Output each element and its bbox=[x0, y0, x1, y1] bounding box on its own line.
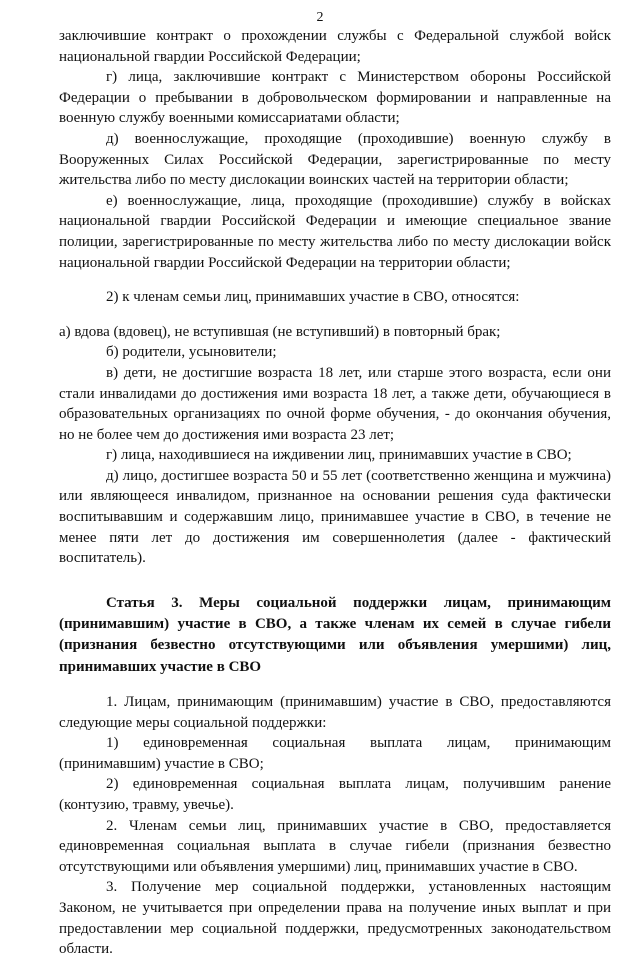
spacer bbox=[59, 569, 611, 583]
list-item-a-widow: а) вдова (вдовец), не вступившая (не вступивший) в повторный брак; bbox=[59, 323, 501, 340]
clause-2: 2. Членам семьи лиц, принимавших участие в СВО, предоставляется единовременная социальная выплата в случае гибели (признания безвестно отсутствующими или объявления умершими) лиц, принимавших участие в СВО. bbox=[59, 817, 611, 875]
list-item-d-guardian: д) лицо, достигшее возраста 50 и 55 лет (соответственно женщина и мужчина) или являющееся инвалидом, признанное на основании решения суда фактически воспитывавшим и содержавшим лицо, принимавшее участие в СВО, в течение не менее пяти лет до достижения им совершеннолетия (далее - фактический воспитатель). bbox=[59, 467, 611, 567]
clause-1-item-2: 2) единовременная социальная выплата лицам, получившим ранение (контузию, травму, увечье). bbox=[59, 776, 611, 813]
spacer bbox=[59, 308, 611, 322]
list-item-d-armed-forces: д) военнослужащие, проходящие (проходившие) военную службу в Вооруженных Силах Российской Федерации, зарегистрированные по месту жительства либо по месту дислокации воинских частей на территории области; bbox=[59, 130, 611, 189]
list-item-v-children: в) дети, не достигшие возраста 18 лет, или старше этого возраста, если они стали инвалидами до достижения ими возраста 18 лет, а также дети, обучающиеся в образовательных организациях по очной форме обучения, - до окончания обучения, но не более чем до достижения ими возраста 23 лет; bbox=[59, 364, 611, 443]
article-3-heading: Статья 3. Меры социальной поддержки лицам, принимающим (принимавшим) участие в СВО, а также членам их семей в случае гибели (признания безвестно отсутствующими или объявления умершими) лиц, принимавших участие в СВО bbox=[59, 594, 611, 675]
spacer bbox=[59, 273, 611, 287]
spacer bbox=[59, 678, 611, 692]
list-item-b-parents: б) родители, усыновители; bbox=[106, 344, 277, 361]
paragraph-continuation: заключившие контракт о прохождении службы с Федеральной службой войск национальной гвардии Российской Федерации; bbox=[59, 28, 611, 65]
list-item-g-ministry-contract: г) лица, заключившие контракт с Министерством обороны Российской Федерации о пребывании в добровольческом формировании и направленные на военную службу военными комиссариатами области; bbox=[59, 69, 611, 127]
family-members-intro: 2) к членам семьи лиц, принимавших участие в СВО, относятся: bbox=[106, 289, 520, 306]
clause-1-item-1: 1) единовременная социальная выплата лицам, принимающим (принимавшим) участие в СВО; bbox=[59, 735, 611, 772]
clause-1: 1. Лицам, принимающим (принимавшим) участие в СВО, предоставляются следующие меры социальной поддержки: bbox=[59, 694, 611, 731]
document-body bbox=[59, 26, 611, 960]
clause-3: 3. Получение мер социальной поддержки, установленных настоящим Законом, не учитывается при определении права на получение иных выплат и при предоставлении мер социальной поддержки, предусмотренных законодательством области. bbox=[59, 879, 611, 958]
list-item-g-dependents: г) лица, находившиеся на иждивении лиц, принимавших участие в СВО; bbox=[106, 447, 572, 464]
list-item-e-national-guard: е) военнослужащие, лица, проходящие (проходившие) службу в войсках национальной гвардии Российской Федерации и имеющие специальное звание полиции, зарегистрированные по месту жительства либо по месту дислокации войск национальной гвардии Российской Федерации на территории области; bbox=[59, 192, 611, 271]
page-number: 2 bbox=[316, 10, 324, 25]
spacer bbox=[59, 583, 611, 593]
